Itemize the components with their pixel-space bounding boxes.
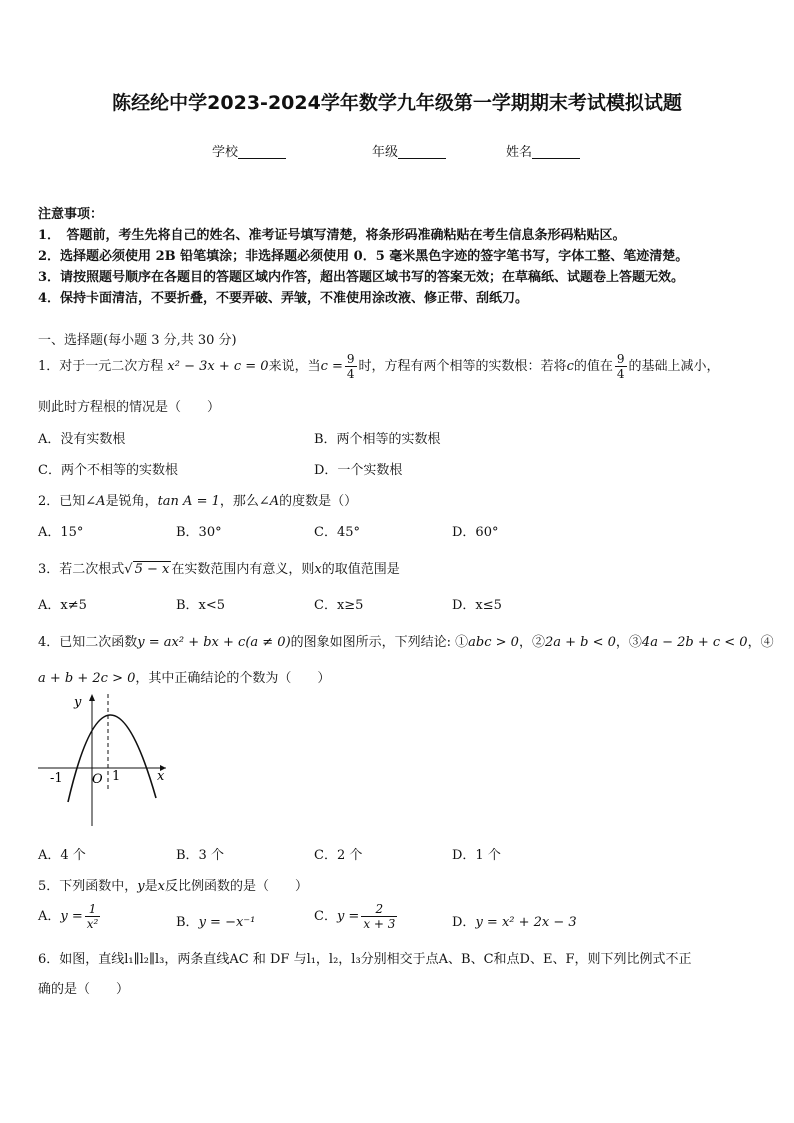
y-axis-arrow	[89, 694, 95, 701]
q5-option-a[interactable]	[38, 902, 102, 931]
q1-text: 时，方程有两个相等的实数根：若将	[358, 359, 567, 374]
option-expression: y = −x⁻¹	[198, 915, 256, 930]
q1-c-var: c	[566, 359, 574, 374]
question-5	[38, 875, 308, 894]
q3-text: 在实数范围内有意义，则	[171, 562, 315, 577]
q4-text: 的图象如图所示，下列结论: ①	[290, 635, 469, 650]
q2-option-d[interactable]: D．60°	[452, 525, 499, 540]
q3-text: 3．若二次根式	[38, 562, 125, 577]
q4-text: 4．已知二次函数	[38, 635, 138, 650]
q3-x: x	[314, 562, 322, 577]
question-1-line2: 则此时方程根的情况是（ ）	[38, 400, 221, 415]
q2-option-a[interactable]: A．15°	[38, 525, 84, 540]
fraction	[85, 902, 101, 931]
numerator: 9	[346, 352, 355, 366]
section-heading: 一、选择题(每小题 3 分,共 30 分)	[38, 333, 237, 348]
tan-expression: tan A = 1	[157, 494, 220, 509]
q3-option-c[interactable]: C．x≥5	[314, 598, 364, 613]
q1-text: 1．对于一元二次方程	[38, 359, 168, 374]
q4-option-c[interactable]: C．2 个	[314, 848, 363, 863]
numerator: 2	[361, 902, 397, 917]
grade-blank	[398, 144, 446, 159]
q4-text: ，④	[747, 635, 774, 650]
q2-option-b[interactable]: B．30°	[176, 525, 222, 540]
denominator: 4	[346, 367, 355, 381]
q2-text: 是锐角，	[105, 494, 158, 509]
q4-option-d[interactable]: D．1 个	[452, 848, 501, 863]
grade-field	[372, 141, 446, 160]
q2-text: 2．已知	[38, 494, 86, 509]
notice-item: 1． 答题前，考生先将自己的姓名、准考证号填写清楚，将条形码准确粘贴在考生信息条形码粘贴区。	[38, 228, 626, 243]
q1-text: 的值在	[573, 359, 613, 374]
question-2	[38, 490, 357, 509]
parabola-curve	[68, 715, 156, 802]
q2-option-c[interactable]: C．45°	[314, 525, 360, 540]
q5-text: 5．下列函数中，	[38, 879, 138, 894]
question-4	[38, 631, 774, 650]
q2-text: 的度数是（）	[279, 494, 358, 509]
q1-text: 来说，当	[268, 359, 321, 374]
name-blank	[532, 144, 580, 159]
notice-item: 2．选择题必须使用 2B 铅笔填涂；非选择题必须使用 0．5 毫米黑色字迹的签字笔书写，字体工整、笔迹清楚。	[38, 249, 689, 264]
question-4-line2	[38, 667, 330, 686]
notice-item: 4．保持卡面清洁，不要折叠，不要弄破、弄皱，不准使用涂改液、修正带、刮纸刀。	[38, 291, 529, 306]
option-expression: y =	[60, 909, 83, 924]
fraction	[361, 902, 397, 931]
q1-option-b[interactable]: B．两个相等的实数根	[314, 432, 441, 447]
option-label: D．	[452, 915, 476, 930]
q5-text: 反比例函数的是（ ）	[165, 879, 309, 894]
angle-a: ∠A	[85, 494, 106, 509]
q3-option-b[interactable]: B．x<5	[176, 598, 226, 613]
sqrt-symbol: √	[124, 562, 133, 577]
x-axis-label: x	[157, 769, 165, 784]
q4-option-a[interactable]: A．4 个	[38, 848, 86, 863]
denominator: x²	[86, 917, 99, 931]
q4-conclusion-3: 4a − 2b + c < 0	[641, 635, 748, 650]
q1-equation: x² − 3x + c = 0	[167, 359, 269, 374]
q4-conclusion-2: 2a + b < 0	[544, 635, 616, 650]
grade-label: 年级	[372, 145, 399, 160]
page-title: 陈经纶中学2023-2024学年数学九年级第一学期期末考试模拟试题	[112, 92, 682, 114]
school-label: 学校	[212, 145, 239, 160]
question-6: 6．如图，直线l₁∥l₂∥l₃，两条直线AC 和 DF 与l₁，l₂，l₃分别相交于点A、B、C和点D、E、F，则下列比例式不正	[38, 952, 692, 967]
q5-y: y	[137, 879, 145, 894]
q4-function: y = ax² + bx + c(a ≠ 0)	[137, 635, 291, 650]
q4-text: ，③	[615, 635, 642, 650]
denominator: x + 3	[363, 917, 396, 931]
option-expression: y = x² + 2x − 3	[475, 915, 577, 930]
name-label: 姓名	[506, 145, 533, 160]
q1-option-a[interactable]: A．没有实数根	[38, 432, 126, 447]
numerator: 1	[85, 902, 101, 917]
option-label: B．	[176, 915, 199, 930]
denominator: 4	[616, 367, 625, 381]
notice-item: 3．请按照题号顺序在各题目的答题区域内作答，超出答题区域书写的答案无效；在草稿纸、试题卷上答题无效。	[38, 270, 685, 285]
question-1	[38, 352, 720, 381]
fraction-9-4	[345, 352, 357, 381]
q1-option-c[interactable]: C．两个不相等的实数根	[38, 463, 178, 478]
q4-option-b[interactable]: B．3 个	[176, 848, 224, 863]
q1-c: c =	[320, 359, 343, 374]
notice-heading: 注意事项：	[38, 207, 104, 222]
school-field	[212, 141, 286, 160]
name-field	[506, 141, 580, 160]
radicand: 5 − x	[134, 562, 170, 577]
q5-option-c[interactable]	[314, 902, 399, 931]
tick-label-neg1: -1	[50, 771, 63, 786]
question-3	[38, 558, 400, 577]
q5-option-d[interactable]	[452, 911, 577, 930]
q1-text: 的基础上减小，	[628, 359, 720, 374]
fraction-9-4	[615, 352, 627, 381]
option-expression: y =	[336, 909, 360, 924]
option-label: C．	[314, 909, 337, 924]
q4-conclusion-4: a + b + 2c > 0	[38, 671, 136, 686]
q4-text: ，其中正确结论的个数为（ ）	[135, 671, 331, 686]
y-axis-label: y	[74, 695, 82, 710]
question-6-line2: 确的是（ ）	[38, 982, 130, 997]
parabola-graph	[34, 690, 174, 830]
q4-text: ，②	[518, 635, 545, 650]
q5-x: x	[157, 879, 165, 894]
option-label: A．	[38, 909, 61, 924]
tick-label-1: 1	[112, 769, 121, 784]
q5-text: 是	[144, 879, 158, 894]
q3-option-a[interactable]: A．x≠5	[38, 598, 87, 613]
q3-option-d[interactable]: D．x≤5	[452, 598, 502, 613]
q2-text: ，那么	[219, 494, 259, 509]
q3-text: 的取值范围是	[321, 562, 400, 577]
q1-option-d[interactable]: D．一个实数根	[314, 463, 403, 478]
angle-a: ∠A	[258, 494, 280, 509]
q5-option-b[interactable]	[176, 911, 255, 930]
origin-label: O	[92, 772, 103, 787]
school-blank	[238, 144, 286, 159]
numerator: 9	[616, 352, 625, 366]
q4-conclusion-1: abc > 0	[468, 635, 519, 650]
